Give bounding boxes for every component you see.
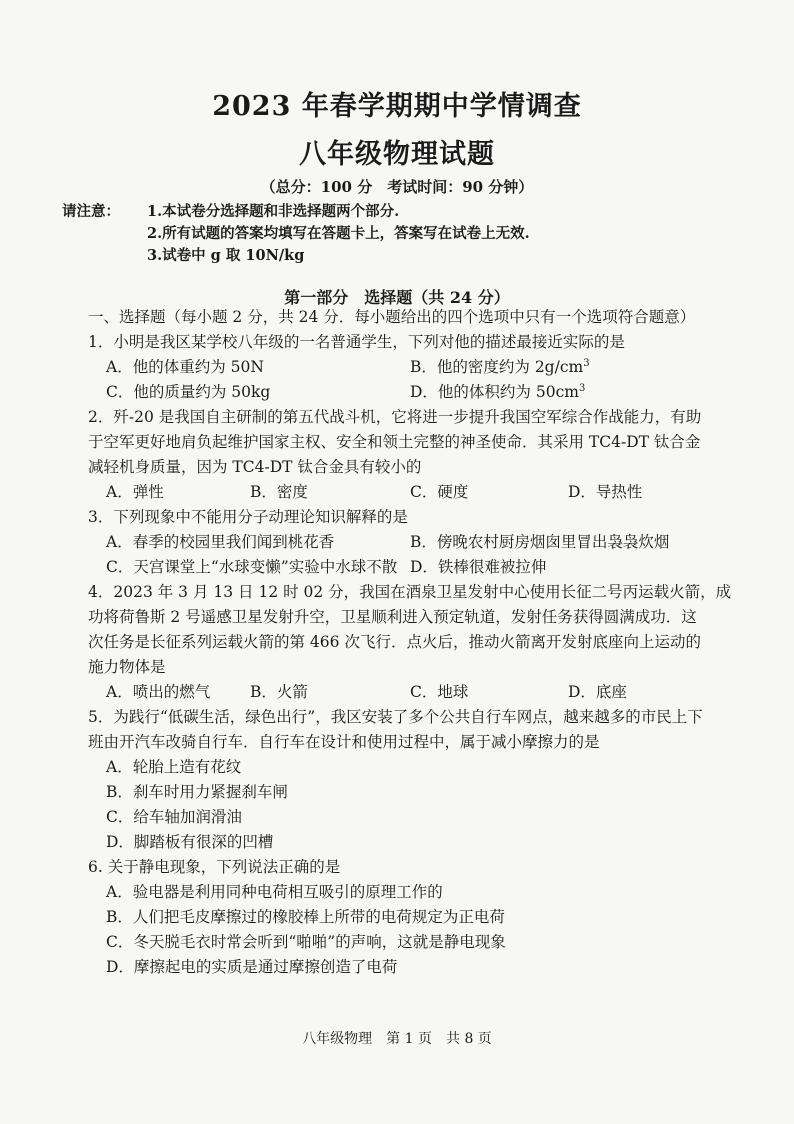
q6-option-d: D．摩擦起电的实质是通过摩擦创造了电荷 bbox=[106, 958, 398, 976]
question-4-text: 次任务是长征系列运载火箭的第 466 次飞行．点火后，推动火箭离开发射底座向上运动的 bbox=[88, 633, 701, 651]
question-6-text: 6. 关于静电现象，下列说法正确的是 bbox=[88, 858, 341, 876]
q2-option-b: B．密度 bbox=[250, 483, 308, 501]
q3-option-d: D．铁棒很难被拉伸 bbox=[410, 558, 547, 576]
question-4-text: 功将荷鲁斯 2 号遥感卫星发射升空，卫星顺利进入预定轨道，发射任务获得圆满成功．这 bbox=[88, 608, 697, 626]
question-5-text: 班由开汽车改骑自行车．自行车在设计和使用过程中，属于减小摩擦力的是 bbox=[88, 733, 600, 751]
q6-option-b: B．人们把毛皮摩擦过的橡胶棒上所带的电荷规定为正电荷 bbox=[106, 908, 505, 926]
exam-subtitle: 八年级物理试题 bbox=[299, 139, 495, 170]
notice-item: 2.所有试题的答案均填写在答题卡上，答案写在试卷上无效. bbox=[147, 225, 530, 242]
q6-option-a: A．验电器是利用同种电荷相互吸引的原理工作的 bbox=[106, 883, 443, 901]
q1-option-d: D．他的体积约为 $50cm^3$ bbox=[410, 382, 586, 401]
q1-option-a: A．他的体重约为 50N bbox=[106, 358, 264, 376]
q3-option-a: A．春季的校园里我们闻到桃花香 bbox=[106, 533, 335, 551]
question-1-text: 1．小明是我区某学校八年级的一名普通学生，下列对他的描述最接近实际的是 bbox=[88, 333, 625, 351]
notice-item: 3.试卷中 g 取 10N/kg bbox=[147, 247, 305, 264]
question-2-text: 于空军更好地肩负起维护国家主权、安全和领土完整的神圣使命．其采用 TC4-DT 钛合金 bbox=[88, 433, 701, 451]
q5-option-d: D．脚踏板有很深的凹槽 bbox=[106, 833, 274, 851]
question-2-text: 2．歼-20 是我国自主研制的第五代战斗机，它将进一步提升我国空军综合作战能力，有助 bbox=[88, 408, 702, 426]
q2-option-a: A．弹性 bbox=[106, 483, 164, 501]
section-heading: 一、选择题（每小题 2 分，共 24 分．每小题给出的四个选项中只有一个选项符合题意） bbox=[88, 308, 696, 326]
q4-option-b: B．火箭 bbox=[250, 683, 308, 701]
q2-option-d: D．导热性 bbox=[568, 483, 643, 501]
q3-option-b: B．傍晚农村厨房烟囱里冒出袅袅炊烟 bbox=[410, 533, 670, 551]
q1-option-c: C．他的质量约为 50kg bbox=[106, 383, 271, 401]
question-4-text: 施力物体是 bbox=[88, 658, 166, 676]
question-3-text: 3．下列现象中不能用分子动理论知识解释的是 bbox=[88, 508, 408, 526]
exam-meta: （总分：100 分 考试时间：90 分钟） bbox=[260, 178, 534, 196]
question-5-text: 5．为践行“低碳生活，绿色出行”，我区安装了多个公共自行车网点，越来越多的市民上下 bbox=[88, 708, 703, 726]
part1-heading: 第一部分 选择题（共 24 分） bbox=[284, 288, 510, 307]
question-4-text: 4．2023 年 3 月 13 日 12 时 02 分，我国在酒泉卫星发射中心使用长征二号丙运载火箭，成 bbox=[88, 583, 732, 601]
q5-option-b: B．刹车时用力紧握刹车闸 bbox=[106, 783, 288, 801]
q3-option-c: C．天宫课堂上“水球变懒”实验中水球不散 bbox=[106, 558, 398, 576]
q5-option-a: A．轮胎上造有花纹 bbox=[106, 758, 242, 776]
q6-option-c: C．冬天脱毛衣时常会听到“啪啪”的声响，这就是静电现象 bbox=[106, 933, 506, 951]
q4-option-d: D．底座 bbox=[568, 683, 627, 701]
q1-option-b: B．他的密度约为 $2g/cm^3$ bbox=[410, 357, 590, 376]
q5-option-c: C．给车轴加润滑油 bbox=[106, 808, 242, 826]
superscript: 3 bbox=[583, 357, 590, 369]
q4-option-c: C．地球 bbox=[410, 683, 469, 701]
page-footer: 八年级物理 第 1 页 共 8 页 bbox=[302, 1031, 492, 1047]
q2-option-c: C．硬度 bbox=[410, 483, 469, 501]
question-2-text: 减轻机身质量，因为 TC4-DT 钛合金具有较小的 bbox=[88, 458, 422, 476]
notice-label: 请注意： bbox=[62, 203, 120, 220]
exam-title: 2023 年春学期期中学情调查 bbox=[212, 91, 582, 122]
q4-option-a: A．喷出的燃气 bbox=[106, 683, 211, 701]
superscript: 3 bbox=[578, 382, 586, 394]
notice-item: 1.本试卷分选择题和非选择题两个部分. bbox=[147, 203, 400, 220]
